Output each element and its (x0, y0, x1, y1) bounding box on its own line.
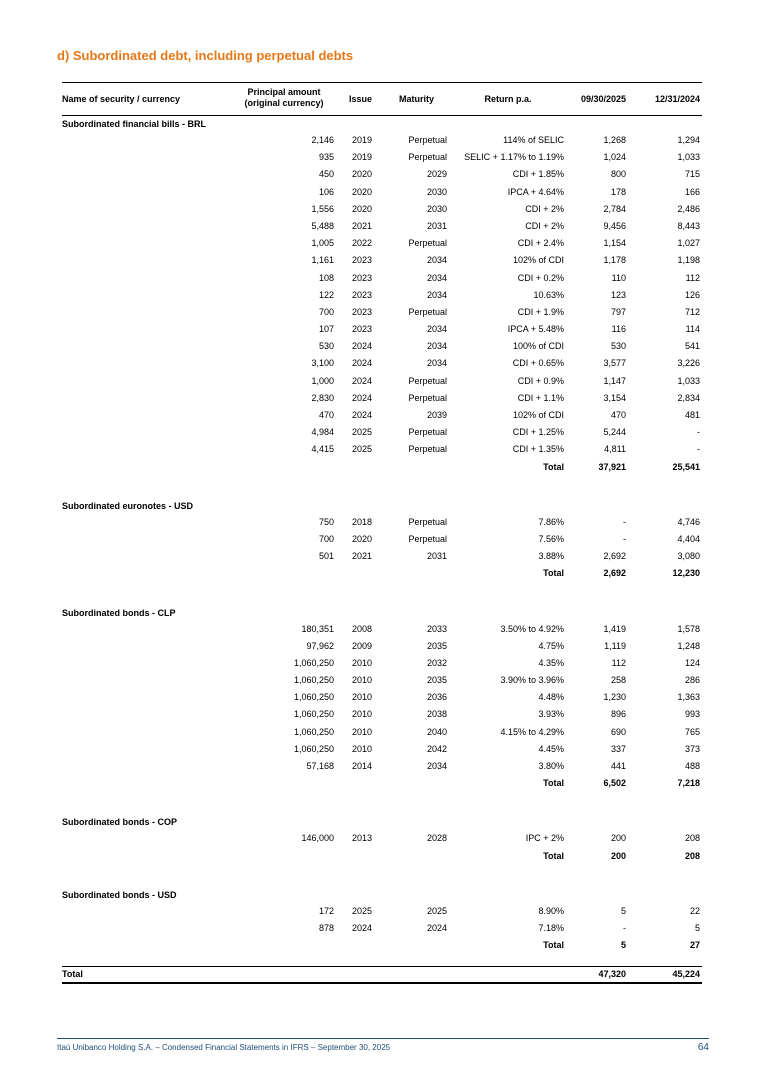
subtotal-label: Total (543, 940, 564, 951)
cell-maturity: 2039 (426, 410, 447, 420)
cell-value-2025: 1,178 (603, 255, 626, 266)
subtotal-row (62, 565, 702, 582)
cell-return: CDI + 0.9% (517, 375, 564, 386)
cell-maturity: 2034 (426, 255, 447, 266)
cell-issue: 2025 (351, 427, 372, 438)
cell-return: 102% of CDI (512, 255, 564, 266)
cell-maturity: Perpetual (408, 516, 447, 527)
cell-principal: 501 (318, 551, 334, 562)
cell-value-2025: 1,268 (603, 135, 626, 145)
section-gap (62, 865, 702, 887)
cell-return: CDI + 2.4% (517, 238, 564, 249)
cell-value-2025: 123 (610, 289, 626, 300)
cell-return: 3.88% (538, 551, 564, 562)
cell-principal: 750 (318, 516, 334, 527)
cell-value-2025: 470 (610, 410, 626, 420)
cell-value-2025: 5,244 (603, 427, 626, 438)
table-row (62, 741, 702, 758)
cell-value-2024: 112 (685, 272, 700, 283)
cell-return: 102% of CDI (512, 410, 564, 420)
subordinated-debt-table (62, 82, 702, 984)
table-row (62, 638, 702, 655)
cell-value-2024: 1,363 (677, 692, 700, 703)
cell-value-2024: 3,226 (677, 358, 700, 369)
cell-value-2024: 1,033 (677, 375, 700, 386)
cell-issue: 2020 (351, 169, 372, 180)
cell-maturity: 2034 (426, 324, 447, 335)
cell-principal: 1,060,250 (293, 709, 334, 720)
section-title: d) Subordinated debt, including perpetual debts (57, 48, 354, 63)
cell-value-2024: 1,294 (677, 135, 700, 145)
table-row (62, 514, 702, 531)
cell-return: SELIC + 1.17% to 1.19% (464, 152, 564, 163)
table-body (62, 116, 702, 954)
cell-value-2025: 530 (610, 341, 626, 352)
cell-maturity: 2028 (426, 833, 447, 844)
header-return: Return p.a. (484, 94, 532, 104)
table-row (62, 390, 702, 407)
cell-value-2025: 1,419 (603, 623, 626, 634)
cell-maturity: Perpetual (408, 375, 447, 386)
cell-issue: 2023 (351, 272, 372, 283)
cell-return: 3.50% to 4.92% (500, 623, 564, 634)
cell-maturity: 2031 (426, 220, 447, 231)
cell-maturity: 2034 (426, 341, 447, 352)
cell-return: 4.35% (538, 657, 564, 668)
cell-value-2024: 5 (694, 922, 700, 933)
cell-value-2024: 114 (685, 324, 700, 335)
cell-value-2025: 1,119 (604, 640, 626, 651)
cell-maturity: 2036 (426, 692, 447, 703)
cell-maturity: Perpetual (408, 444, 447, 455)
section-gap (62, 476, 702, 498)
cell-return: CDI + 2% (525, 220, 564, 231)
cell-maturity: 2040 (426, 726, 447, 737)
cell-maturity: 2033 (426, 623, 447, 634)
cell-principal: 2,830 (311, 392, 334, 403)
cell-value-2024: 1,033 (677, 152, 700, 163)
subtotal-2024: 27 (689, 940, 700, 951)
cell-issue: 2008 (351, 623, 372, 634)
cell-return: CDI + 1.85% (512, 169, 564, 180)
cell-value-2025: 5 (620, 905, 626, 916)
cell-value-2025: 1,024 (603, 152, 626, 163)
cell-value-2024: 488 (684, 761, 700, 771)
section-heading: Subordinated financial bills - BRL (62, 119, 207, 129)
cell-return: 8.90% (538, 905, 564, 916)
cell-return: 7.18% (538, 922, 564, 933)
cell-maturity: Perpetual (408, 238, 447, 249)
cell-value-2024: 715 (684, 169, 700, 180)
cell-return: 4.45% (538, 743, 564, 754)
cell-value-2025: 1,230 (603, 692, 626, 703)
cell-value-2025: 112 (611, 657, 626, 668)
cell-value-2024: - (697, 427, 700, 438)
cell-return: CDI + 0.65% (512, 358, 564, 369)
cell-issue: 2010 (351, 657, 372, 668)
cell-maturity: 2038 (426, 709, 447, 720)
cell-value-2025: 4,811 (604, 444, 626, 455)
cell-return: 114% of SELIC (503, 135, 564, 145)
cell-principal: 450 (318, 169, 334, 180)
cell-return: IPCA + 5.48% (507, 324, 564, 335)
cell-value-2024: 4,404 (677, 533, 700, 544)
cell-issue: 2019 (351, 152, 372, 163)
table-row (62, 672, 702, 689)
cell-issue: 2009 (351, 640, 372, 651)
subtotal-row (62, 937, 702, 954)
cell-value-2025: 441 (610, 761, 626, 771)
section-heading: Subordinated euronotes - USD (62, 500, 194, 511)
cell-issue: 2010 (351, 692, 372, 703)
cell-principal: 180,351 (301, 623, 334, 634)
cell-issue: 2025 (351, 444, 372, 455)
subtotal-row (62, 775, 702, 792)
cell-principal: 1,556 (311, 203, 334, 214)
table-row (62, 531, 702, 548)
cell-value-2024: 765 (684, 726, 700, 737)
cell-return: CDI + 1.1% (517, 392, 564, 403)
cell-return: CDI + 2% (525, 203, 564, 214)
cell-value-2024: 3,080 (677, 551, 700, 562)
cell-value-2025: - (623, 922, 626, 933)
cell-return: 10.63% (533, 289, 564, 300)
cell-principal: 1,000 (311, 375, 334, 386)
footer-text: Itaú Unibanco Holding S.A. – Condensed Financial Statements in IFRS – September 30, 2025 (57, 1043, 391, 1052)
grand-total-2024: 45,224 (672, 969, 700, 980)
cell-return: 4.15% to 4.29% (500, 726, 564, 737)
cell-return: 7.56% (538, 533, 564, 544)
cell-value-2025: - (623, 516, 626, 527)
section-gap (62, 792, 702, 814)
subtotal-2024: 12,230 (672, 568, 700, 579)
cell-maturity: 2035 (426, 640, 447, 651)
subtotal-label: Total (543, 850, 564, 861)
header-name: Name of security / currency (62, 94, 181, 104)
cell-maturity: 2034 (426, 761, 447, 771)
cell-value-2024: 712 (684, 306, 700, 317)
grand-total-2025: 47,320 (598, 969, 626, 980)
cell-principal: 935 (318, 152, 334, 163)
cell-return: 3.80% (538, 761, 564, 771)
cell-principal: 1,060,250 (293, 657, 334, 668)
cell-value-2025: 3,577 (603, 358, 626, 369)
table-row (62, 548, 702, 565)
subtotal-label: Total (543, 778, 564, 789)
cell-principal: 122 (318, 289, 334, 300)
cell-value-2025: 116 (611, 324, 626, 335)
table-row (62, 201, 702, 218)
cell-return: 4.75% (538, 640, 564, 651)
subtotal-2024: 208 (684, 850, 700, 861)
cell-issue: 2010 (351, 726, 372, 737)
cell-value-2024: 286 (684, 675, 700, 686)
cell-principal: 1,005 (311, 238, 334, 249)
cell-principal: 878 (318, 922, 334, 933)
cell-value-2024: 1,027 (677, 238, 700, 249)
cell-maturity: 2032 (426, 657, 447, 668)
cell-value-2025: 3,154 (603, 392, 626, 403)
table-row (62, 218, 702, 235)
cell-issue: 2024 (351, 341, 372, 352)
cell-issue: 2024 (351, 358, 372, 369)
cell-maturity: 2042 (426, 743, 447, 754)
cell-value-2024: 8,443 (677, 220, 700, 231)
cell-maturity: Perpetual (408, 306, 447, 317)
table-row (62, 287, 702, 304)
table-row (62, 373, 702, 390)
cell-issue: 2018 (351, 516, 372, 527)
table-row (62, 132, 702, 149)
cell-value-2025: 258 (610, 675, 626, 686)
footer-divider (57, 1038, 709, 1039)
subtotal-2024: 7,218 (677, 778, 700, 789)
cell-value-2024: 1,248 (677, 640, 700, 651)
cell-maturity: 2034 (426, 272, 447, 283)
cell-value-2024: 1,578 (677, 623, 700, 634)
cell-value-2024: 124 (684, 657, 700, 668)
table-row (62, 321, 702, 338)
cell-maturity: Perpetual (408, 135, 447, 145)
cell-principal: 172 (318, 905, 334, 916)
cell-maturity: 2035 (426, 675, 447, 686)
cell-issue: 2024 (351, 922, 372, 933)
cell-value-2025: 1,154 (603, 238, 626, 249)
cell-maturity: 2029 (426, 169, 447, 180)
header-date-2025: 09/30/2025 (580, 94, 626, 104)
table-row (62, 758, 702, 775)
cell-principal: 2,146 (311, 135, 334, 145)
cell-principal: 530 (318, 341, 334, 352)
cell-value-2025: 337 (610, 743, 626, 754)
header-date-2024: 12/31/2024 (654, 94, 700, 104)
cell-maturity: 2030 (426, 186, 447, 197)
cell-value-2025: 800 (610, 169, 626, 180)
cell-issue: 2023 (351, 306, 372, 317)
cell-return: 100% of CDI (512, 341, 564, 352)
cell-value-2024: 481 (684, 410, 700, 420)
cell-value-2025: 200 (610, 833, 626, 844)
section-gap (62, 583, 702, 605)
cell-principal: 1,060,250 (293, 692, 334, 703)
cell-issue: 2024 (351, 410, 372, 420)
cell-return: CDI + 0.2% (517, 272, 564, 283)
cell-value-2024: 993 (684, 709, 700, 720)
cell-return: CDI + 1.35% (512, 444, 564, 455)
cell-maturity: 2025 (426, 905, 447, 916)
header-maturity: Maturity (398, 94, 434, 104)
cell-value-2025: 690 (610, 726, 626, 737)
cell-principal: 57,168 (306, 761, 334, 771)
section-heading: Subordinated bonds - COP (62, 817, 177, 828)
cell-value-2024: 1,198 (677, 255, 700, 266)
subtotal-row (62, 459, 702, 476)
table-row (62, 166, 702, 183)
table-row (62, 920, 702, 937)
cell-value-2024: - (697, 444, 700, 455)
cell-issue: 2020 (351, 186, 372, 197)
header-principal-line2: (original currency) (244, 98, 324, 108)
cell-return: IPCA + 4.64% (507, 186, 564, 197)
cell-return: 3.93% (538, 709, 564, 720)
cell-issue: 2020 (351, 203, 372, 214)
table-row (62, 184, 702, 201)
cell-principal: 5,488 (311, 220, 334, 231)
cell-principal: 146,000 (301, 833, 334, 844)
header-principal-line1: Principal amount (247, 87, 321, 97)
subtotal-2024: 25,541 (672, 461, 700, 472)
cell-maturity: Perpetual (408, 152, 447, 163)
cell-maturity: 2034 (426, 289, 447, 300)
cell-issue: 2010 (351, 709, 372, 720)
cell-maturity: Perpetual (408, 427, 447, 438)
subtotal-label: Total (543, 568, 564, 579)
subtotal-2025: 37,921 (598, 461, 626, 472)
grand-total-row (62, 966, 702, 984)
cell-value-2024: 126 (684, 289, 700, 300)
cell-issue: 2021 (351, 551, 372, 562)
cell-value-2025: 896 (610, 709, 626, 720)
table-row (62, 424, 702, 441)
cell-principal: 470 (318, 410, 334, 420)
cell-value-2024: 2,486 (677, 203, 700, 214)
cell-issue: 2024 (351, 392, 372, 403)
cell-principal: 3,100 (311, 358, 334, 369)
table-row (62, 252, 702, 269)
cell-value-2024: 4,746 (677, 516, 700, 527)
table-row (62, 441, 702, 458)
cell-maturity: 2031 (426, 551, 447, 562)
cell-issue: 2021 (351, 220, 372, 231)
subtotal-row (62, 848, 702, 865)
cell-return: CDI + 1.25% (512, 427, 564, 438)
cell-return: CDI + 1.9% (517, 306, 564, 317)
cell-principal: 108 (318, 272, 334, 283)
cell-issue: 2025 (351, 905, 372, 916)
cell-issue: 2023 (351, 324, 372, 335)
subtotal-2025: 5 (620, 940, 626, 951)
cell-value-2025: 797 (610, 306, 626, 317)
table-row (62, 655, 702, 672)
cell-maturity: 2030 (426, 203, 447, 214)
cell-value-2025: 178 (610, 186, 626, 197)
table-row (62, 338, 702, 355)
cell-issue: 2010 (351, 675, 372, 686)
cell-principal: 1,060,250 (293, 743, 334, 754)
cell-issue: 2019 (351, 135, 372, 145)
cell-principal: 700 (318, 306, 334, 317)
grand-total-label: Total (62, 969, 83, 980)
cell-issue: 2024 (351, 375, 372, 386)
cell-value-2024: 2,834 (677, 392, 700, 403)
table-row (62, 689, 702, 706)
header-principal (232, 87, 336, 109)
subtotal-2025: 6,502 (603, 778, 626, 789)
table-row (62, 706, 702, 723)
cell-value-2025: 110 (611, 272, 626, 283)
page-number: 64 (697, 1042, 709, 1053)
subtotal-2025: 200 (610, 850, 626, 861)
table-row (62, 830, 702, 847)
header-issue: Issue (348, 94, 372, 104)
cell-value-2024: 541 (684, 341, 700, 352)
cell-principal: 4,415 (311, 444, 334, 455)
cell-value-2024: 166 (684, 186, 700, 197)
table-row (62, 149, 702, 166)
cell-maturity: Perpetual (408, 533, 447, 544)
cell-value-2024: 22 (689, 905, 700, 916)
cell-issue: 2023 (351, 255, 372, 266)
table-row (62, 235, 702, 252)
cell-return: IPC + 2% (525, 833, 564, 844)
table-row (62, 724, 702, 741)
cell-principal: 1,060,250 (293, 726, 334, 737)
cell-value-2025: - (623, 533, 626, 544)
cell-principal: 1,060,250 (293, 675, 334, 686)
cell-issue: 2013 (351, 833, 372, 844)
cell-principal: 107 (318, 324, 334, 335)
table-row (62, 407, 702, 424)
cell-return: 7.86% (538, 516, 564, 527)
cell-principal: 700 (318, 533, 334, 544)
subtotal-2025: 2,692 (603, 568, 626, 579)
section-heading: Subordinated bonds - CLP (62, 607, 176, 618)
cell-value-2024: 373 (684, 743, 700, 754)
subtotal-label: Total (543, 461, 564, 472)
table-row (62, 355, 702, 372)
cell-principal: 106 (318, 186, 334, 197)
cell-issue: 2014 (351, 761, 372, 771)
cell-maturity: Perpetual (408, 392, 447, 403)
table-row (62, 903, 702, 920)
cell-value-2025: 1,147 (603, 375, 626, 386)
cell-issue: 2010 (351, 743, 372, 754)
cell-value-2025: 2,692 (603, 551, 626, 562)
cell-principal: 1,161 (311, 255, 334, 266)
cell-return: 4.48% (538, 692, 564, 703)
cell-principal: 4,984 (311, 427, 334, 438)
table-header (62, 82, 702, 116)
cell-value-2025: 9,456 (603, 220, 626, 231)
cell-return: 3.90% to 3.96% (500, 675, 564, 686)
cell-issue: 2023 (351, 289, 372, 300)
cell-issue: 2020 (351, 533, 372, 544)
section-heading: Subordinated bonds - USD (62, 889, 177, 900)
cell-value-2025: 2,784 (603, 203, 626, 214)
cell-maturity: 2024 (426, 922, 447, 933)
cell-issue: 2022 (351, 238, 372, 249)
table-row (62, 621, 702, 638)
table-row (62, 270, 702, 287)
cell-principal: 97,962 (306, 640, 334, 651)
cell-maturity: 2034 (426, 358, 447, 369)
table-row (62, 304, 702, 321)
cell-value-2024: 208 (684, 833, 700, 844)
